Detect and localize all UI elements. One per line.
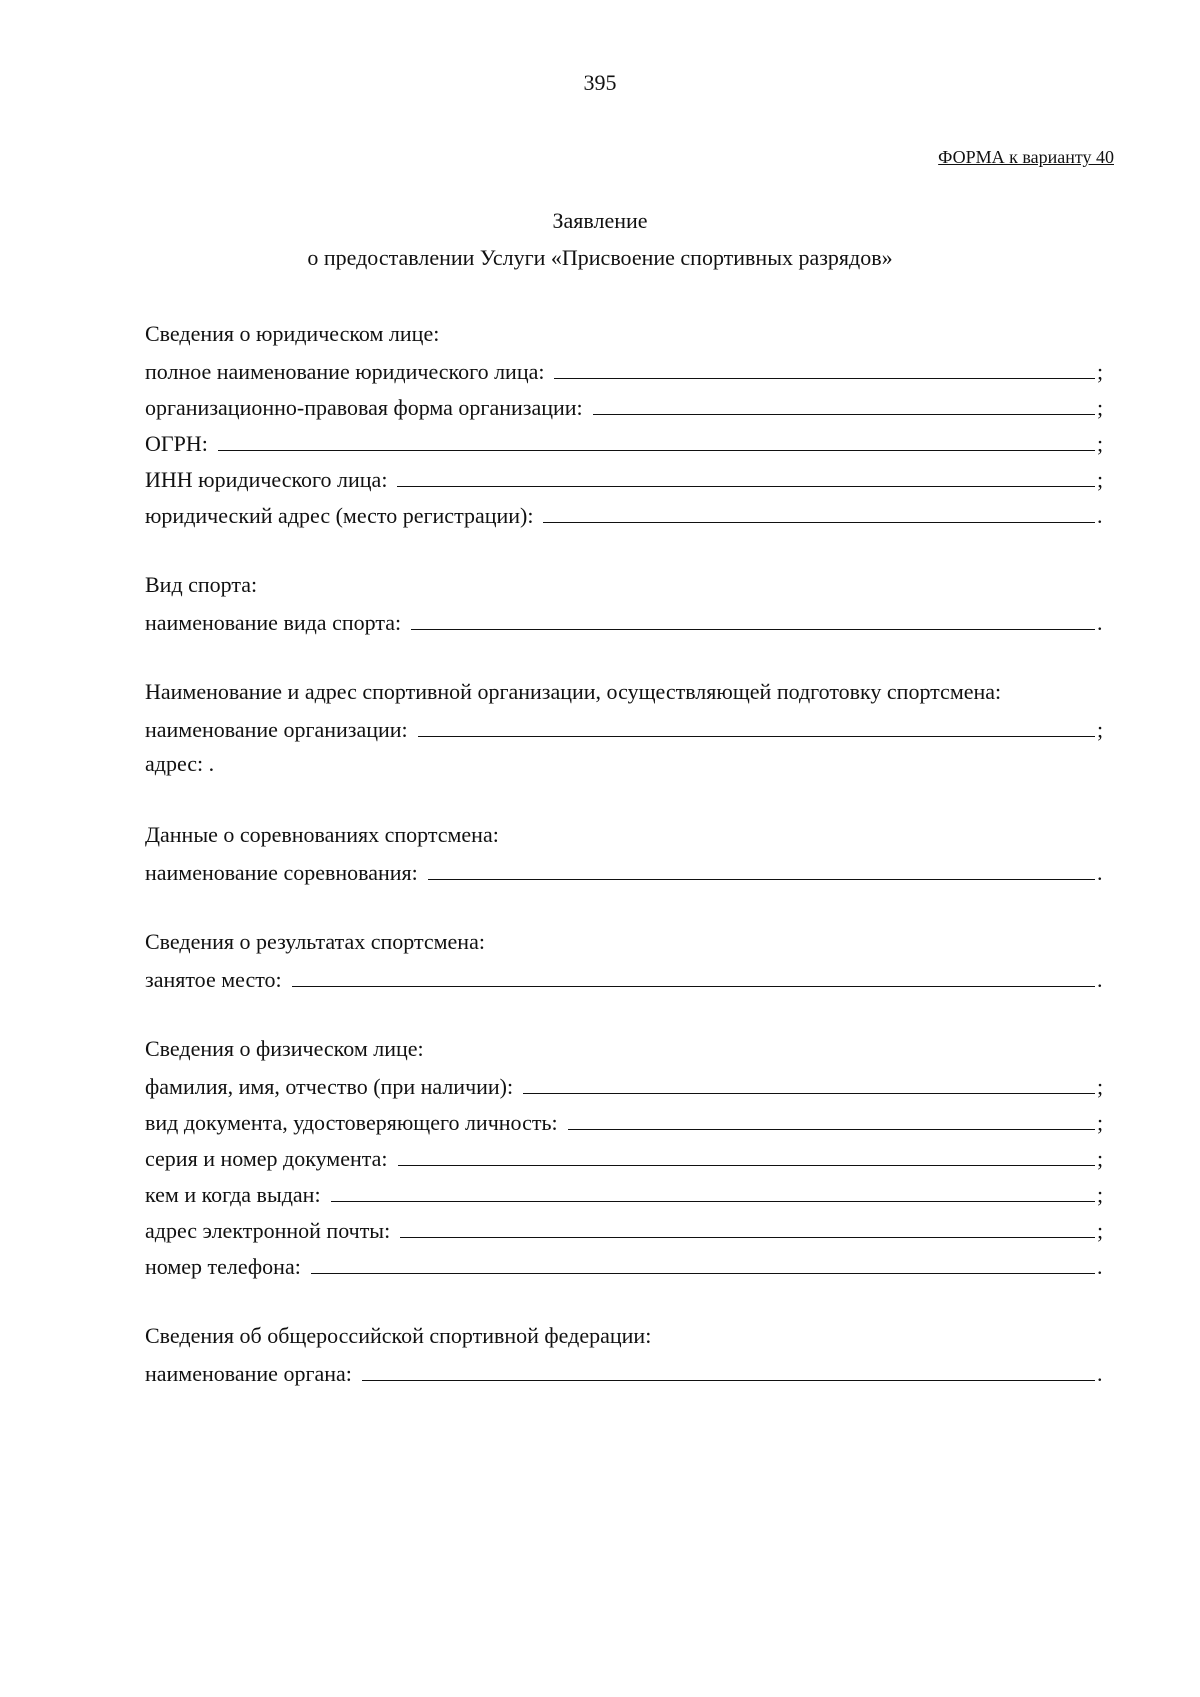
row-terminator: ;: [1097, 431, 1104, 456]
form-section: [145, 1031, 1105, 1283]
section-heading: Сведения об общероссийской спортивной федерации:: [145, 1323, 652, 1348]
row-terminator: .: [1097, 1361, 1103, 1386]
field-label: фамилия, имя, отчество (при наличии):: [145, 1074, 514, 1099]
field-label: серия и номер документа:: [145, 1146, 388, 1171]
page-number: 395: [583, 70, 617, 95]
form-row: [145, 352, 1105, 388]
fill-in-line[interactable]: [292, 960, 1095, 987]
row-terminator: ;: [1097, 395, 1104, 420]
row-terminator: ;: [1097, 717, 1104, 742]
field-label: наименование органа:: [145, 1361, 352, 1386]
section-heading: Сведения о юридическом лице:: [145, 321, 440, 346]
field-label: адрес электронной почты:: [145, 1218, 391, 1243]
fill-in-line[interactable]: [568, 1103, 1095, 1130]
form-row: [145, 603, 1105, 639]
form-row: [145, 1354, 1105, 1390]
fill-in-line[interactable]: [411, 603, 1095, 630]
document-subtitle: о предоставлении Услуги «Присвоение спортивных разрядов»: [307, 245, 893, 270]
fill-in-line[interactable]: [398, 1139, 1095, 1166]
fill-in-line[interactable]: [400, 1211, 1095, 1238]
form-row: [145, 460, 1105, 496]
row-terminator: ;: [1097, 1074, 1104, 1099]
fill-in-line[interactable]: [331, 1175, 1095, 1202]
row-terminator: ;: [1097, 467, 1104, 492]
field-label: ОГРН:: [145, 431, 208, 456]
field-label: наименование вида спорта:: [145, 610, 402, 635]
field-label: наименование соревнования:: [145, 860, 418, 885]
form-row: [145, 1175, 1105, 1211]
field-label: адрес: .: [145, 751, 215, 776]
form-section: [145, 674, 1105, 782]
section-heading: Сведения о физическом лице:: [145, 1036, 424, 1061]
form-row: [145, 1103, 1105, 1139]
fill-in-line[interactable]: [543, 496, 1095, 523]
fill-in-line[interactable]: [218, 424, 1095, 451]
row-terminator: ;: [1097, 1110, 1104, 1135]
field-label: номер телефона:: [145, 1254, 301, 1279]
form-row: [145, 960, 1105, 996]
field-label: организационно-правовая форма организации:: [145, 395, 583, 420]
row-terminator: ;: [1097, 1146, 1104, 1171]
form-section: [145, 924, 1105, 996]
field-label: ИНН юридического лица:: [145, 467, 388, 492]
form-row: [145, 388, 1105, 424]
form-section: [145, 567, 1105, 639]
row-terminator: .: [1097, 967, 1103, 992]
field-label: полное наименование юридического лица:: [145, 359, 545, 384]
form-section: [145, 817, 1105, 889]
form-section: [145, 1318, 1105, 1390]
form-section: [145, 316, 1105, 532]
row-terminator: .: [1097, 1254, 1103, 1279]
row-terminator: .: [1097, 503, 1103, 528]
fill-in-line[interactable]: [397, 460, 1095, 487]
field-label: кем и когда выдан:: [145, 1182, 321, 1207]
form-row: [145, 1247, 1105, 1283]
row-terminator: ;: [1097, 1182, 1104, 1207]
form-row: [145, 1067, 1105, 1103]
section-heading: Вид спорта:: [145, 572, 258, 597]
fill-in-line[interactable]: [523, 1067, 1095, 1094]
fill-in-line[interactable]: [418, 710, 1095, 737]
fill-in-line[interactable]: [311, 1247, 1095, 1274]
section-heading: Сведения о результатах спортсмена:: [145, 929, 485, 954]
field-label: наименование организации:: [145, 717, 408, 742]
section-heading: Данные о соревнованиях спортсмена:: [145, 822, 499, 847]
row-terminator: ;: [1097, 359, 1104, 384]
row-terminator: ;: [1097, 1218, 1104, 1243]
form-row: [145, 853, 1105, 889]
field-label: занятое место:: [145, 967, 282, 992]
fill-in-line[interactable]: [428, 853, 1095, 880]
fill-in-line[interactable]: [593, 388, 1095, 415]
form-row: [145, 1211, 1105, 1247]
row-terminator: .: [1097, 610, 1103, 635]
form-row: [145, 1139, 1105, 1175]
row-terminator: .: [1097, 860, 1103, 885]
form-row: [145, 496, 1105, 532]
fill-in-line[interactable]: [362, 1354, 1095, 1381]
form-row: [145, 424, 1105, 460]
form-row: [145, 710, 1105, 746]
section-heading: Наименование и адрес спортивной организации, осуществляющей подготовку спортсмена:: [145, 679, 1002, 704]
document-title: Заявление: [552, 208, 648, 233]
field-label: вид документа, удостоверяющего личность:: [145, 1110, 558, 1135]
fill-in-line[interactable]: [554, 352, 1095, 379]
form-reference: ФОРМА к варианту 40: [938, 147, 1114, 167]
form-body: [145, 316, 1105, 1425]
field-label: юридический адрес (место регистрации):: [145, 503, 534, 528]
form-row: [145, 746, 1105, 782]
